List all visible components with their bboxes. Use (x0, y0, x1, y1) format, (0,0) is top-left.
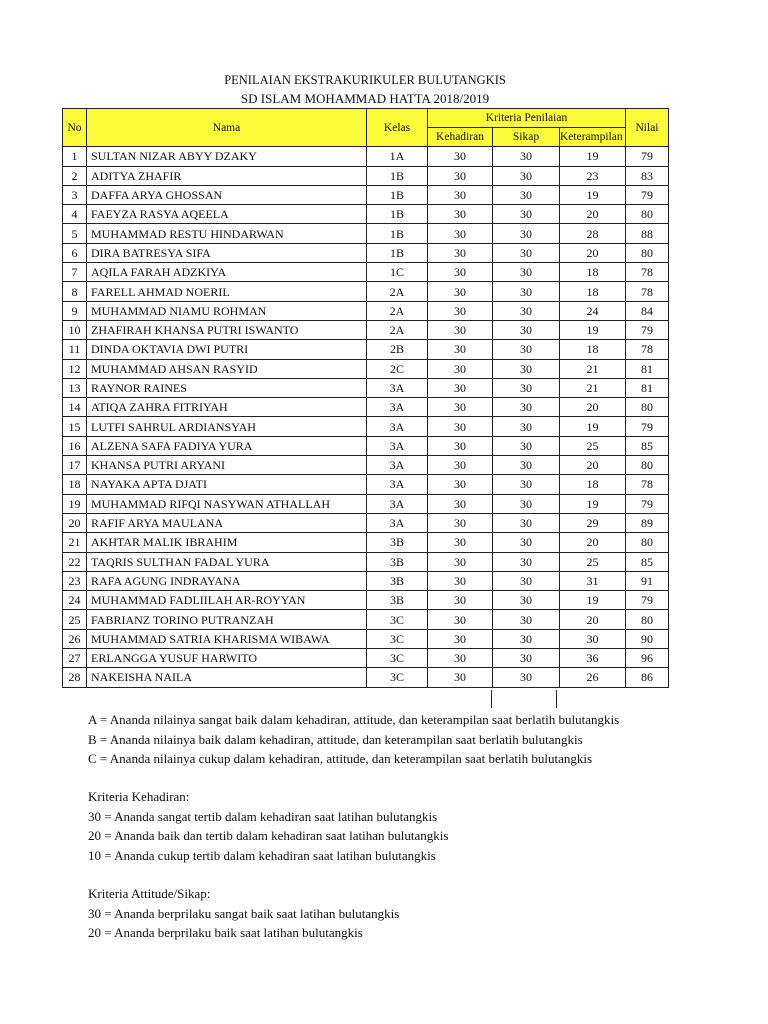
cell-nilai: 80 (626, 456, 669, 475)
cell-nama: DINDA OKTAVIA DWI PUTRI (87, 340, 367, 359)
cell-sikap: 30 (493, 456, 560, 475)
cell-kelas: 3A (367, 378, 428, 397)
cell-nama: DAFFA ARYA GHOSSAN (87, 185, 367, 204)
cell-kelas: 2B (367, 340, 428, 359)
cell-kehadiran: 30 (428, 629, 493, 648)
cell-nama: MUHAMMAD RIFQI NASYWAN ATHALLAH (87, 494, 367, 513)
cell-nilai: 85 (626, 436, 669, 455)
cell-kelas: 3A (367, 417, 428, 436)
cell-no: 16 (63, 436, 87, 455)
document-title: PENILAIAN EKSTRAKURIKULER BULUTANGKIS (224, 73, 506, 87)
cell-kehadiran: 30 (428, 668, 493, 687)
cell-nama: MUHAMMAD RESTU HINDARWAN (87, 224, 367, 243)
cell-no: 14 (63, 398, 87, 417)
cell-nilai: 80 (626, 243, 669, 262)
cell-no: 27 (63, 649, 87, 668)
cell-kehadiran: 30 (428, 494, 493, 513)
cell-keterampilan: 19 (560, 185, 626, 204)
cell-no: 21 (63, 533, 87, 552)
table-row (63, 436, 669, 455)
cell-kehadiran: 30 (428, 591, 493, 610)
cell-nilai: 85 (626, 552, 669, 571)
cell-keterampilan: 25 (560, 552, 626, 571)
cell-kehadiran: 30 (428, 456, 493, 475)
cell-keterampilan: 19 (560, 591, 626, 610)
cell-keterampilan: 18 (560, 263, 626, 282)
header-kriteria-penilaian: Kriteria Penilaian (428, 109, 626, 128)
cell-keterampilan: 29 (560, 513, 626, 532)
cell-kehadiran: 30 (428, 282, 493, 301)
cell-keterampilan: 21 (560, 378, 626, 397)
header-no: No (63, 109, 87, 147)
cell-keterampilan: 19 (560, 320, 626, 339)
cell-no: 17 (63, 456, 87, 475)
cell-keterampilan: 20 (560, 243, 626, 262)
cell-kehadiran: 30 (428, 205, 493, 224)
criteria-line: 20 = Ananda baik dan tertib dalam kehadiran saat latihan bulutangkis (88, 828, 449, 843)
table-row (63, 224, 669, 243)
cell-no: 11 (63, 340, 87, 359)
table-row (63, 456, 669, 475)
cell-kehadiran: 30 (428, 513, 493, 532)
cell-kelas: 3A (367, 494, 428, 513)
table-row (63, 398, 669, 417)
cell-sikap: 30 (493, 533, 560, 552)
cell-sikap: 30 (493, 263, 560, 282)
cell-nilai: 80 (626, 398, 669, 417)
cell-no: 15 (63, 417, 87, 436)
cell-kelas: 3C (367, 629, 428, 648)
cell-sikap: 30 (493, 494, 560, 513)
cell-kelas: 3C (367, 649, 428, 668)
column-tick-mark (491, 690, 492, 708)
cell-sikap: 30 (493, 282, 560, 301)
cell-nilai: 84 (626, 301, 669, 320)
cell-nama: FARELL AHMAD NOERIL (87, 282, 367, 301)
table-row (63, 591, 669, 610)
cell-no: 23 (63, 571, 87, 590)
cell-sikap: 30 (493, 552, 560, 571)
cell-no: 8 (63, 282, 87, 301)
cell-keterampilan: 25 (560, 436, 626, 455)
document-subtitle: SD ISLAM MOHAMMAD HATTA 2018/2019 (240, 91, 490, 106)
cell-nama: ERLANGGA YUSUF HARWITO (87, 649, 367, 668)
cell-keterampilan: 28 (560, 224, 626, 243)
cell-keterampilan: 20 (560, 456, 626, 475)
cell-sikap: 30 (493, 340, 560, 359)
cell-sikap: 30 (493, 166, 560, 185)
cell-nilai: 89 (626, 513, 669, 532)
cell-sikap: 30 (493, 591, 560, 610)
cell-sikap: 30 (493, 610, 560, 629)
cell-kehadiran: 30 (428, 378, 493, 397)
cell-sikap: 30 (493, 475, 560, 494)
cell-keterampilan: 20 (560, 533, 626, 552)
cell-kelas: 3A (367, 436, 428, 455)
cell-sikap: 30 (493, 147, 560, 166)
cell-nilai: 79 (626, 185, 669, 204)
table-row (63, 571, 669, 590)
cell-no: 13 (63, 378, 87, 397)
cell-sikap: 30 (493, 301, 560, 320)
table-row (63, 668, 669, 687)
cell-nilai: 96 (626, 649, 669, 668)
cell-kehadiran: 30 (428, 552, 493, 571)
cell-no: 3 (63, 185, 87, 204)
table-body (63, 147, 669, 687)
cell-keterampilan: 31 (560, 571, 626, 590)
cell-nilai: 78 (626, 475, 669, 494)
cell-sikap: 30 (493, 668, 560, 687)
criteria-line: 20 = Ananda berprilaku baik saat latihan bulutangkis (88, 925, 363, 940)
header-kelas: Kelas (367, 109, 428, 147)
cell-keterampilan: 19 (560, 147, 626, 166)
table-row (63, 166, 669, 185)
table-row (63, 552, 669, 571)
cell-sikap: 30 (493, 224, 560, 243)
table-row (63, 610, 669, 629)
cell-kehadiran: 30 (428, 243, 493, 262)
cell-nama: MUHAMMAD AHSAN RASYID (87, 359, 367, 378)
cell-kelas: 1C (367, 263, 428, 282)
cell-sikap: 30 (493, 185, 560, 204)
cell-keterampilan: 26 (560, 668, 626, 687)
cell-keterampilan: 20 (560, 398, 626, 417)
cell-nama: MUHAMMAD SATRIA KHARISMA WIBAWA (87, 629, 367, 648)
cell-kelas: 1B (367, 243, 428, 262)
table-row (63, 359, 669, 378)
table-row (63, 494, 669, 513)
cell-no: 26 (63, 629, 87, 648)
table-row (63, 147, 669, 166)
cell-no: 24 (63, 591, 87, 610)
cell-kelas: 3A (367, 398, 428, 417)
cell-nilai: 90 (626, 629, 669, 648)
cell-kelas: 3A (367, 475, 428, 494)
cell-kehadiran: 30 (428, 147, 493, 166)
cell-nama: DIRA BATRESYA SIFA (87, 243, 367, 262)
cell-no: 7 (63, 263, 87, 282)
cell-kehadiran: 30 (428, 533, 493, 552)
cell-kehadiran: 30 (428, 301, 493, 320)
cell-nilai: 81 (626, 378, 669, 397)
kriteria-sikap-section (88, 884, 728, 943)
table-row (63, 243, 669, 262)
cell-no: 6 (63, 243, 87, 262)
cell-nama: ZHAFIRAH KHANSA PUTRI ISWANTO (87, 320, 367, 339)
cell-nama: FAEYZA RASYA AQEELA (87, 205, 367, 224)
table-row (63, 649, 669, 668)
cell-kehadiran: 30 (428, 610, 493, 629)
cell-no: 10 (63, 320, 87, 339)
cell-keterampilan: 23 (560, 166, 626, 185)
table-row (63, 340, 669, 359)
cell-sikap: 30 (493, 243, 560, 262)
table-row (63, 185, 669, 204)
table-row (63, 629, 669, 648)
cell-sikap: 30 (493, 417, 560, 436)
cell-kelas: 1B (367, 185, 428, 204)
cell-nama: LUTFI SAHRUL ARDIANSYAH (87, 417, 367, 436)
cell-nilai: 78 (626, 340, 669, 359)
cell-no: 5 (63, 224, 87, 243)
cell-sikap: 30 (493, 436, 560, 455)
cell-sikap: 30 (493, 398, 560, 417)
cell-no: 2 (63, 166, 87, 185)
cell-kehadiran: 30 (428, 398, 493, 417)
cell-keterampilan: 19 (560, 494, 626, 513)
column-tick-mark (556, 690, 557, 708)
cell-kelas: 3B (367, 571, 428, 590)
cell-sikap: 30 (493, 378, 560, 397)
cell-nilai: 79 (626, 320, 669, 339)
cell-nama: KHANSA PUTRI ARYANI (87, 456, 367, 475)
criteria-line: 30 = Ananda sangat tertib dalam kehadiran saat latihan bulutangkis (88, 808, 438, 824)
cell-kehadiran: 30 (428, 263, 493, 282)
cell-kehadiran: 30 (428, 436, 493, 455)
table-row (63, 282, 669, 301)
cell-nilai: 80 (626, 610, 669, 629)
cell-nama: ATIQA ZAHRA FITRIYAH (87, 398, 367, 417)
cell-keterampilan: 36 (560, 649, 626, 668)
cell-kelas: 2A (367, 282, 428, 301)
legend-line: C = Ananda nilainya cukup dalam kehadiran, attitude, dan keterampilan saat berlatih bulutangkis (88, 751, 593, 766)
cell-kehadiran: 30 (428, 224, 493, 243)
cell-nilai: 91 (626, 571, 669, 590)
cell-kelas: 3C (367, 668, 428, 687)
cell-sikap: 30 (493, 205, 560, 224)
cell-kelas: 2A (367, 301, 428, 320)
header-kehadiran: Kehadiran (428, 128, 493, 147)
cell-no: 25 (63, 610, 87, 629)
cell-kelas: 3B (367, 591, 428, 610)
cell-kelas: 3B (367, 552, 428, 571)
cell-nama: TAQRIS SULTHAN FADAL YURA (87, 552, 367, 571)
cell-kelas: 3C (367, 610, 428, 629)
cell-no: 12 (63, 359, 87, 378)
table-row (63, 301, 669, 320)
cell-kelas: 3A (367, 513, 428, 532)
cell-no: 18 (63, 475, 87, 494)
cell-sikap: 30 (493, 571, 560, 590)
cell-nama: NAKEISHA NAILA (87, 668, 367, 687)
cell-kelas: 3B (367, 533, 428, 552)
cell-kelas: 2A (367, 320, 428, 339)
cell-kehadiran: 30 (428, 340, 493, 359)
cell-sikap: 30 (493, 649, 560, 668)
kriteria-kehadiran-section (88, 787, 728, 865)
cell-no: 20 (63, 513, 87, 532)
criteria-line: 30 = Ananda berprilaku sangat baik saat latihan bulutangkis (88, 905, 400, 921)
cell-kelas: 1A (367, 147, 428, 166)
legend-line: A = Ananda nilainya sangat baik dalam kehadiran, attitude, dan keterampilan saat berlatih bulutangkis (88, 712, 620, 727)
cell-kehadiran: 30 (428, 475, 493, 494)
cell-nilai: 83 (626, 166, 669, 185)
cell-kelas: 1B (367, 205, 428, 224)
cell-keterampilan: 20 (560, 205, 626, 224)
section-heading: Kriteria Attitude/Sikap: (88, 886, 211, 901)
cell-nilai: 79 (626, 417, 669, 436)
cell-kehadiran: 30 (428, 571, 493, 590)
table-row (63, 513, 669, 532)
header-keterampilan: Keterampilan (560, 128, 626, 147)
cell-no: 4 (63, 205, 87, 224)
grade-legend (88, 710, 728, 769)
cell-kelas: 2C (367, 359, 428, 378)
cell-nama: RAYNOR RAINES (87, 378, 367, 397)
cell-keterampilan: 18 (560, 475, 626, 494)
cell-nama: SULTAN NIZAR ABYY DZAKY (87, 147, 367, 166)
cell-nilai: 80 (626, 205, 669, 224)
cell-keterampilan: 19 (560, 417, 626, 436)
cell-nama: AKHTAR MALIK IBRAHIM (87, 533, 367, 552)
cell-kehadiran: 30 (428, 359, 493, 378)
cell-kehadiran: 30 (428, 320, 493, 339)
cell-nama: ALZENA SAFA FADIYA YURA (87, 436, 367, 455)
cell-kehadiran: 30 (428, 649, 493, 668)
cell-sikap: 30 (493, 513, 560, 532)
cell-sikap: 30 (493, 629, 560, 648)
table-row (63, 475, 669, 494)
cell-nilai: 88 (626, 224, 669, 243)
cell-sikap: 30 (493, 359, 560, 378)
cell-keterampilan: 24 (560, 301, 626, 320)
cell-nama: ADITYA ZHAFIR (87, 166, 367, 185)
cell-nilai: 78 (626, 263, 669, 282)
cell-nilai: 78 (626, 282, 669, 301)
cell-nilai: 81 (626, 359, 669, 378)
section-heading: Kriteria Kehadiran: (88, 789, 190, 804)
cell-sikap: 30 (493, 320, 560, 339)
cell-kelas: 3A (367, 456, 428, 475)
cell-nilai: 79 (626, 494, 669, 513)
table-row (63, 263, 669, 282)
cell-nilai: 79 (626, 147, 669, 166)
legend-line: B = Ananda nilainya baik dalam kehadiran, attitude, dan keterampilan saat berlatih bulutangkis (88, 731, 583, 747)
header-nama: Nama (87, 109, 367, 147)
table-row (63, 205, 669, 224)
grade-table (62, 108, 669, 688)
cell-nama: RAFA AGUNG INDRAYANA (87, 571, 367, 590)
cell-nama: FABRIANZ TORINO PUTRANZAH (87, 610, 367, 629)
cell-keterampilan: 18 (560, 282, 626, 301)
table-row (63, 320, 669, 339)
cell-nama: AQILA FARAH ADZKIYA (87, 263, 367, 282)
cell-nama: NAYAKA APTA DJATI (87, 475, 367, 494)
cell-kehadiran: 30 (428, 166, 493, 185)
cell-no: 1 (63, 147, 87, 166)
cell-nilai: 80 (626, 533, 669, 552)
cell-nama: MUHAMMAD NIAMU ROHMAN (87, 301, 367, 320)
cell-nama: RAFIF ARYA MAULANA (87, 513, 367, 532)
cell-kelas: 1B (367, 224, 428, 243)
table-row (63, 417, 669, 436)
cell-no: 19 (63, 494, 87, 513)
criteria-line: 10 = Ananda cukup tertib dalam kehadiran saat latihan bulutangkis (88, 847, 436, 863)
header-nilai: Nilai (626, 109, 669, 147)
cell-nama: MUHAMMAD FADLIILAH AR-ROYYAN (87, 591, 367, 610)
table-row (63, 533, 669, 552)
cell-keterampilan: 20 (560, 610, 626, 629)
cell-kehadiran: 30 (428, 185, 493, 204)
cell-no: 22 (63, 552, 87, 571)
cell-kehadiran: 30 (428, 417, 493, 436)
cell-no: 9 (63, 301, 87, 320)
table-row (63, 378, 669, 397)
cell-nilai: 79 (626, 591, 669, 610)
cell-no: 28 (63, 668, 87, 687)
cell-nilai: 86 (626, 668, 669, 687)
cell-keterampilan: 18 (560, 340, 626, 359)
cell-keterampilan: 21 (560, 359, 626, 378)
cell-kelas: 1B (367, 166, 428, 185)
header-sikap: Sikap (493, 128, 560, 147)
cell-keterampilan: 30 (560, 629, 626, 648)
